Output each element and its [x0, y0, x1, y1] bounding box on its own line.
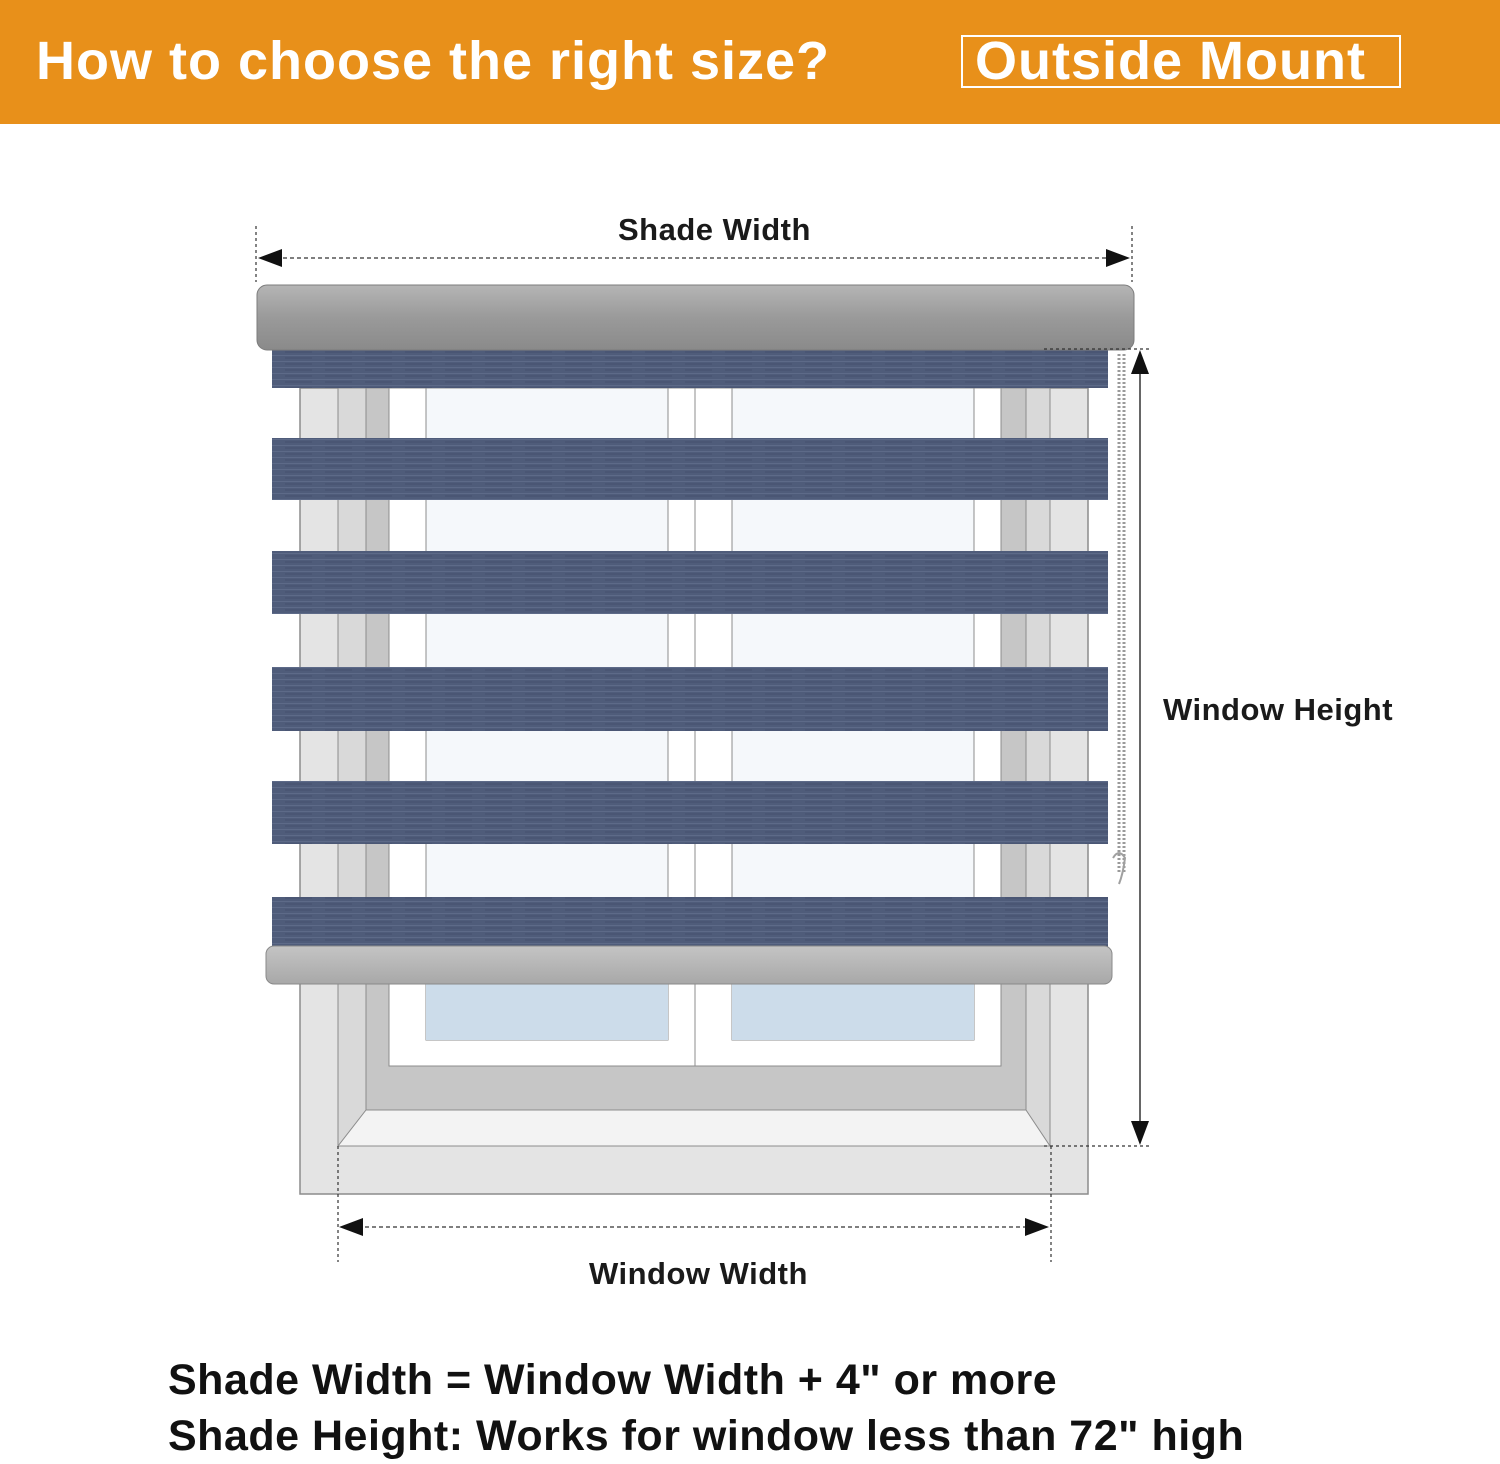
- arrow-right-icon: [1106, 249, 1130, 267]
- window-height-label: Window Height: [1163, 692, 1394, 727]
- shade-band: [272, 781, 1108, 844]
- shade-band: [272, 551, 1108, 614]
- bottom-rail: [266, 946, 1112, 984]
- arrow-left-icon: [339, 1218, 363, 1236]
- height-rule: Shade Height: Works for window less than 72" high: [168, 1412, 1245, 1460]
- arrow-down-icon: [1131, 1121, 1149, 1145]
- arrow-right-icon: [1025, 1218, 1049, 1236]
- window-width-label: Window Width: [589, 1256, 808, 1291]
- arrow-left-icon: [258, 249, 282, 267]
- page-title: How to choose the right size?: [36, 31, 831, 91]
- shade-band: [272, 348, 1108, 388]
- top-cassette: [257, 285, 1134, 350]
- shade-band: [272, 667, 1108, 731]
- mount-type-label: Outside Mount: [975, 31, 1366, 91]
- width-rule: Shade Width = Window Width + 4" or more: [168, 1356, 1058, 1404]
- shade-band: [272, 438, 1108, 500]
- arrow-up-icon: [1131, 350, 1149, 374]
- shade-band: [272, 897, 1108, 947]
- bead-chain: [1113, 354, 1125, 884]
- shade-width-label: Shade Width: [618, 212, 811, 247]
